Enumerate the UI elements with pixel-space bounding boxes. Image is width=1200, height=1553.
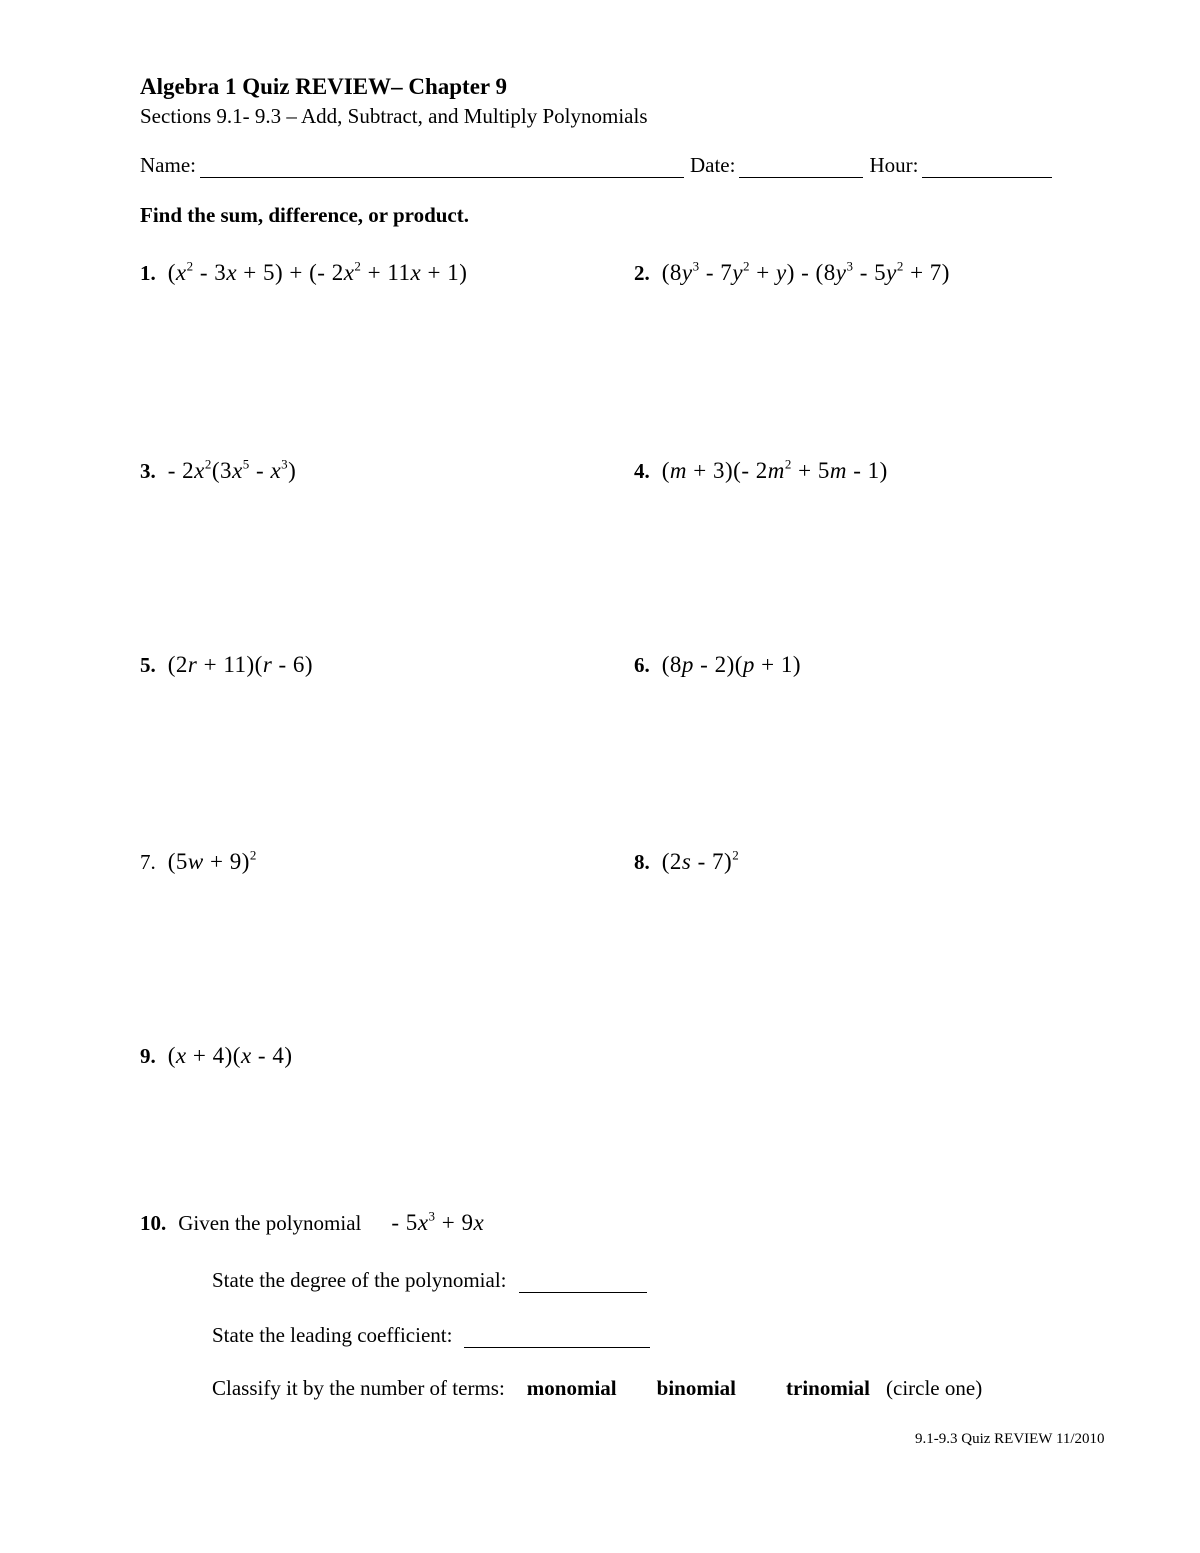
problem-number: 2. xyxy=(634,261,650,285)
date-label: Date: xyxy=(689,153,736,177)
leading-coefficient-question xyxy=(212,1323,656,1348)
problem-expression: (2r + 11)(r - 6) xyxy=(167,652,314,677)
problem-expression: (m + 3)(- $2m^2 + 5m - 1$) xyxy=(661,456,888,483)
name-label: Name: xyxy=(140,153,196,177)
classify-prompt: Classify it by the number of terms: xyxy=(212,1376,505,1400)
problem-number: 5. xyxy=(140,653,156,677)
degree-prompt: State the degree of the polynomial: xyxy=(212,1268,507,1292)
problem-5 xyxy=(140,652,313,678)
choice-binomial[interactable]: binomial xyxy=(656,1376,736,1400)
problem-number: 6. xyxy=(634,653,650,677)
problem-number: 9. xyxy=(140,1044,156,1068)
problem-9 xyxy=(140,1043,292,1069)
problem-3 xyxy=(140,458,296,484)
instructions: Find the sum, difference, or product. xyxy=(140,203,469,227)
problem-number: 7. xyxy=(140,850,156,874)
problem-4 xyxy=(634,458,888,484)
problem-expression: $(8y^3 - 7y^2 + y) - (8y^3 - 5y^2 + 7)$ xyxy=(661,258,950,285)
degree-question xyxy=(212,1268,653,1293)
problem-expression: $(x^2 - 3x + 5)$ + (- $2x^2 + 11x + 1$) xyxy=(167,258,468,285)
hour-label: Hour: xyxy=(869,153,919,177)
problem-number: 3. xyxy=(140,459,156,483)
problem-number: 8. xyxy=(634,850,650,874)
problem-expression: - $2x^2(3x^5 - x^3)$ xyxy=(167,456,297,483)
degree-answer-field[interactable] xyxy=(519,1270,647,1293)
problem-expression: (2s - 7)$^2$ xyxy=(661,847,740,874)
problem-number: 10. xyxy=(140,1211,167,1235)
classify-question xyxy=(212,1376,982,1401)
footer-label: 9.1-9.3 Quiz REVIEW 11/2010 xyxy=(915,1431,1105,1447)
problem-6 xyxy=(634,652,801,678)
hour-field[interactable] xyxy=(922,155,1052,178)
problem-number: 4. xyxy=(634,459,650,483)
problem-expression: (x + 4)(x - 4) xyxy=(167,1043,293,1068)
problem-8 xyxy=(634,849,739,875)
leading-prompt: State the leading coefficient: xyxy=(212,1323,453,1347)
problem-number: 1. xyxy=(140,261,156,285)
given-label: Given the polynomial xyxy=(178,1211,362,1235)
problem-2 xyxy=(634,260,950,286)
circle-one-note: (circle one) xyxy=(886,1376,983,1400)
page-title: Algebra 1 Quiz REVIEW– Chapter 9 xyxy=(140,74,507,99)
given-polynomial: - $5x^3 + 9x$ xyxy=(391,1208,485,1235)
problem-expression: $(5w + 9)^2$ xyxy=(167,847,257,874)
name-field[interactable] xyxy=(200,155,684,178)
leading-coefficient-field[interactable] xyxy=(464,1325,650,1348)
page-subtitle: Sections 9.1- 9.3 – Add, Subtract, and Multiply Polynomials xyxy=(140,104,648,128)
name-date-hour-row xyxy=(140,153,1058,178)
choice-monomial[interactable]: monomial xyxy=(526,1376,617,1400)
choice-trinomial[interactable]: trinomial xyxy=(786,1376,870,1400)
problem-expression: (8p - 2)(p + 1) xyxy=(661,652,802,677)
problem-10 xyxy=(140,1210,484,1236)
date-field[interactable] xyxy=(739,155,863,178)
problem-7 xyxy=(140,849,257,875)
problem-1 xyxy=(140,260,467,286)
